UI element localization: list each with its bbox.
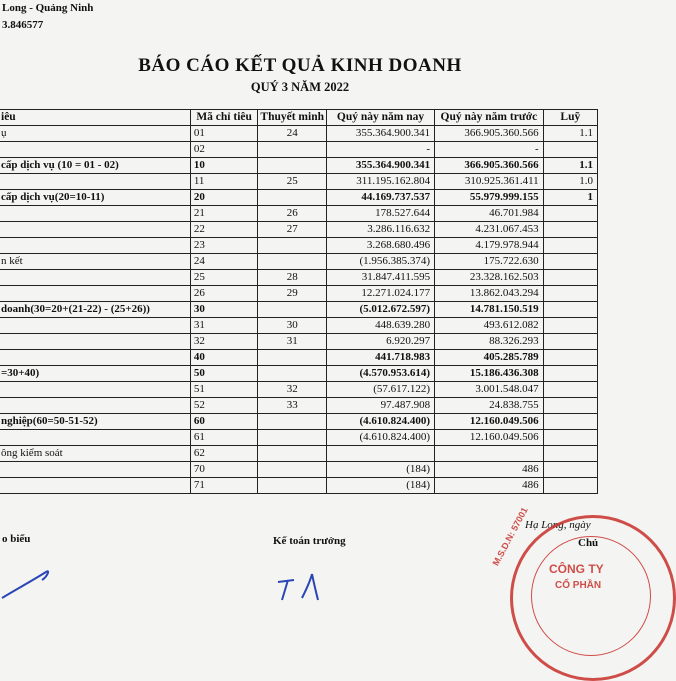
- row-label: [0, 270, 190, 286]
- header-current-quarter: Quý này năm nay: [327, 110, 435, 126]
- company-phone: 3.846577: [2, 19, 44, 31]
- row-accumulated: [543, 398, 597, 414]
- header-code: Mã chỉ tiêu: [190, 110, 258, 126]
- row-code: 01: [190, 126, 258, 142]
- stamp-registration-text: M.S.D.N: 57001: [490, 505, 530, 568]
- table-row: [0, 302, 598, 318]
- row-previous-quarter: 4.179.978.944: [435, 238, 544, 254]
- row-previous-quarter: 12.160.049.506: [435, 414, 544, 430]
- row-note: [258, 190, 327, 206]
- row-code: 32: [190, 334, 258, 350]
- table-row: [0, 190, 598, 206]
- row-accumulated: [543, 382, 597, 398]
- row-previous-quarter: 366.905.360.566: [435, 158, 544, 174]
- row-previous-quarter: 310.925.361.411: [435, 174, 544, 190]
- row-current-quarter: (57.617.122): [327, 382, 435, 398]
- company-address: Long - Quảng Ninh: [2, 2, 94, 14]
- table-row: [0, 430, 598, 446]
- table-row: [0, 414, 598, 430]
- stamp-company-line2: CỔ PHẦN: [555, 580, 602, 591]
- row-label: n kết: [0, 254, 190, 270]
- row-label: [0, 430, 190, 446]
- stamp-inner-ring: [531, 536, 651, 656]
- row-previous-quarter: 486: [435, 478, 544, 494]
- report-subtitle: QUÝ 3 NĂM 2022: [250, 80, 350, 94]
- stamp-company-line1: CÔNG TY: [549, 562, 604, 576]
- table-row: [0, 126, 598, 142]
- row-accumulated: [543, 286, 597, 302]
- header-note: Thuyết minh: [258, 110, 327, 126]
- table-row: [0, 270, 598, 286]
- row-code: 22: [190, 222, 258, 238]
- report-title: BÁO CÁO KẾT QUẢ KINH DOANH: [138, 55, 462, 76]
- row-note: [258, 302, 327, 318]
- row-accumulated: [543, 350, 597, 366]
- row-accumulated: 1: [543, 190, 597, 206]
- row-current-quarter: (1.956.385.374): [327, 254, 435, 270]
- row-accumulated: [543, 446, 597, 462]
- director-title: Chủ: [578, 537, 599, 549]
- row-code: 51: [190, 382, 258, 398]
- row-note: [258, 158, 327, 174]
- row-current-quarter: (4.570.953.614): [327, 366, 435, 382]
- row-previous-quarter: 3.001.548.047: [435, 382, 544, 398]
- place-date: Hạ Long, ngày: [525, 519, 591, 531]
- table-body: [0, 126, 598, 494]
- row-current-quarter: 44.169.737.537: [327, 190, 435, 206]
- row-accumulated: [543, 414, 597, 430]
- row-label: nghiệp(60=50-51-52): [0, 414, 190, 430]
- row-code: 71: [190, 478, 258, 494]
- row-current-quarter: 97.487.908: [327, 398, 435, 414]
- row-previous-quarter: 46.701.984: [435, 206, 544, 222]
- row-previous-quarter: -: [435, 142, 544, 158]
- row-code: 31: [190, 318, 258, 334]
- table-row: [0, 174, 598, 190]
- row-code: 10: [190, 158, 258, 174]
- table-row: [0, 446, 598, 462]
- row-code: 30: [190, 302, 258, 318]
- chief-accountant-title: Kế toán trưởng: [273, 535, 346, 547]
- table-row: [0, 254, 598, 270]
- row-label: [0, 222, 190, 238]
- row-accumulated: [543, 318, 597, 334]
- row-code: 25: [190, 270, 258, 286]
- row-current-quarter: 178.527.644: [327, 206, 435, 222]
- row-label: [0, 318, 190, 334]
- row-label: [0, 398, 190, 414]
- company-stamp: [490, 505, 676, 681]
- row-label: [0, 334, 190, 350]
- row-note: 27: [258, 222, 327, 238]
- row-previous-quarter: 55.979.999.155: [435, 190, 544, 206]
- row-note: [258, 366, 327, 382]
- chief-accountant-signature: [272, 568, 342, 600]
- table-row: [0, 462, 598, 478]
- row-previous-quarter: [435, 446, 544, 462]
- row-note: 33: [258, 398, 327, 414]
- row-note: [258, 430, 327, 446]
- row-code: 40: [190, 350, 258, 366]
- row-current-quarter: 3.268.680.496: [327, 238, 435, 254]
- row-previous-quarter: 493.612.082: [435, 318, 544, 334]
- table-row: [0, 366, 598, 382]
- row-note: [258, 350, 327, 366]
- row-accumulated: [543, 222, 597, 238]
- table-row: [0, 398, 598, 414]
- row-label: ông kiểm soát: [0, 446, 190, 462]
- row-label: [0, 478, 190, 494]
- row-accumulated: [543, 334, 597, 350]
- row-previous-quarter: 405.285.789: [435, 350, 544, 366]
- row-previous-quarter: 13.862.043.294: [435, 286, 544, 302]
- preparer-signature: [0, 560, 70, 600]
- table-row: [0, 158, 598, 174]
- row-code: 50: [190, 366, 258, 382]
- row-current-quarter: [327, 446, 435, 462]
- row-code: 24: [190, 254, 258, 270]
- row-current-quarter: 6.920.297: [327, 334, 435, 350]
- row-label: [0, 238, 190, 254]
- row-current-quarter: 355.364.900.341: [327, 158, 435, 174]
- row-label: ụ: [0, 126, 190, 142]
- row-accumulated: [543, 430, 597, 446]
- row-label: [0, 286, 190, 302]
- row-note: 25: [258, 174, 327, 190]
- row-previous-quarter: 4.231.067.453: [435, 222, 544, 238]
- table-row: [0, 222, 598, 238]
- row-note: 31: [258, 334, 327, 350]
- row-previous-quarter: 12.160.049.506: [435, 430, 544, 446]
- row-current-quarter: -: [327, 142, 435, 158]
- row-code: 21: [190, 206, 258, 222]
- row-note: [258, 238, 327, 254]
- row-current-quarter: 448.639.280: [327, 318, 435, 334]
- row-note: [258, 462, 327, 478]
- row-label: =30+40): [0, 366, 190, 382]
- row-current-quarter: 441.718.983: [327, 350, 435, 366]
- row-accumulated: 1.1: [543, 158, 597, 174]
- row-code: 52: [190, 398, 258, 414]
- row-current-quarter: (184): [327, 462, 435, 478]
- row-accumulated: [543, 238, 597, 254]
- row-code: 61: [190, 430, 258, 446]
- row-previous-quarter: 15.186.436.308: [435, 366, 544, 382]
- row-current-quarter: (184): [327, 478, 435, 494]
- row-label: [0, 174, 190, 190]
- header-previous-quarter: Quý này năm trước: [435, 110, 544, 126]
- table-row: [0, 142, 598, 158]
- row-label: [0, 142, 190, 158]
- row-label: doanh(30=20+(21-22) - (25+26)): [0, 302, 190, 318]
- header-indicator: iêu: [0, 110, 190, 126]
- row-current-quarter: 3.286.116.632: [327, 222, 435, 238]
- table-row: [0, 206, 598, 222]
- table-header-row: [0, 110, 598, 126]
- row-accumulated: [543, 270, 597, 286]
- row-current-quarter: 311.195.162.804: [327, 174, 435, 190]
- row-label: cấp dịch vụ (10 = 01 - 02): [0, 158, 190, 174]
- table-row: [0, 238, 598, 254]
- row-code: 70: [190, 462, 258, 478]
- row-current-quarter: 12.271.024.177: [327, 286, 435, 302]
- row-code: 60: [190, 414, 258, 430]
- row-accumulated: [543, 462, 597, 478]
- row-label: [0, 462, 190, 478]
- row-code: 62: [190, 446, 258, 462]
- row-note: 29: [258, 286, 327, 302]
- row-note: 28: [258, 270, 327, 286]
- row-current-quarter: (4.610.824.400): [327, 430, 435, 446]
- row-note: 32: [258, 382, 327, 398]
- row-previous-quarter: 24.838.755: [435, 398, 544, 414]
- header-accumulated: Luỹ: [543, 110, 597, 126]
- row-accumulated: 1.0: [543, 174, 597, 190]
- table-row: [0, 350, 598, 366]
- row-code: 11: [190, 174, 258, 190]
- row-previous-quarter: 486: [435, 462, 544, 478]
- table-row: [0, 382, 598, 398]
- table-row: [0, 478, 598, 494]
- row-note: [258, 446, 327, 462]
- income-statement-table: [0, 109, 598, 494]
- row-accumulated: [543, 142, 597, 158]
- row-current-quarter: (5.012.672.597): [327, 302, 435, 318]
- row-current-quarter: 355.364.900.341: [327, 126, 435, 142]
- row-label: [0, 206, 190, 222]
- table-row: [0, 334, 598, 350]
- row-current-quarter: 31.847.411.595: [327, 270, 435, 286]
- row-note: 24: [258, 126, 327, 142]
- row-accumulated: [543, 254, 597, 270]
- row-accumulated: [543, 206, 597, 222]
- row-previous-quarter: 175.722.630: [435, 254, 544, 270]
- row-note: [258, 254, 327, 270]
- row-code: 20: [190, 190, 258, 206]
- row-previous-quarter: 14.781.150.519: [435, 302, 544, 318]
- row-note: [258, 414, 327, 430]
- row-label: [0, 350, 190, 366]
- row-label: [0, 382, 190, 398]
- table-row: [0, 318, 598, 334]
- row-code: 26: [190, 286, 258, 302]
- row-accumulated: [543, 366, 597, 382]
- preparer-title: o biểu: [2, 533, 31, 545]
- row-note: [258, 142, 327, 158]
- row-note: 30: [258, 318, 327, 334]
- row-previous-quarter: 366.905.360.566: [435, 126, 544, 142]
- row-note: 26: [258, 206, 327, 222]
- row-note: [258, 478, 327, 494]
- row-accumulated: [543, 478, 597, 494]
- table-row: [0, 286, 598, 302]
- row-accumulated: [543, 302, 597, 318]
- row-current-quarter: (4.610.824.400): [327, 414, 435, 430]
- row-previous-quarter: 88.326.293: [435, 334, 544, 350]
- row-label: cấp dịch vụ(20=10-11): [0, 190, 190, 206]
- row-code: 23: [190, 238, 258, 254]
- row-code: 02: [190, 142, 258, 158]
- row-accumulated: 1.1: [543, 126, 597, 142]
- row-previous-quarter: 23.328.162.503: [435, 270, 544, 286]
